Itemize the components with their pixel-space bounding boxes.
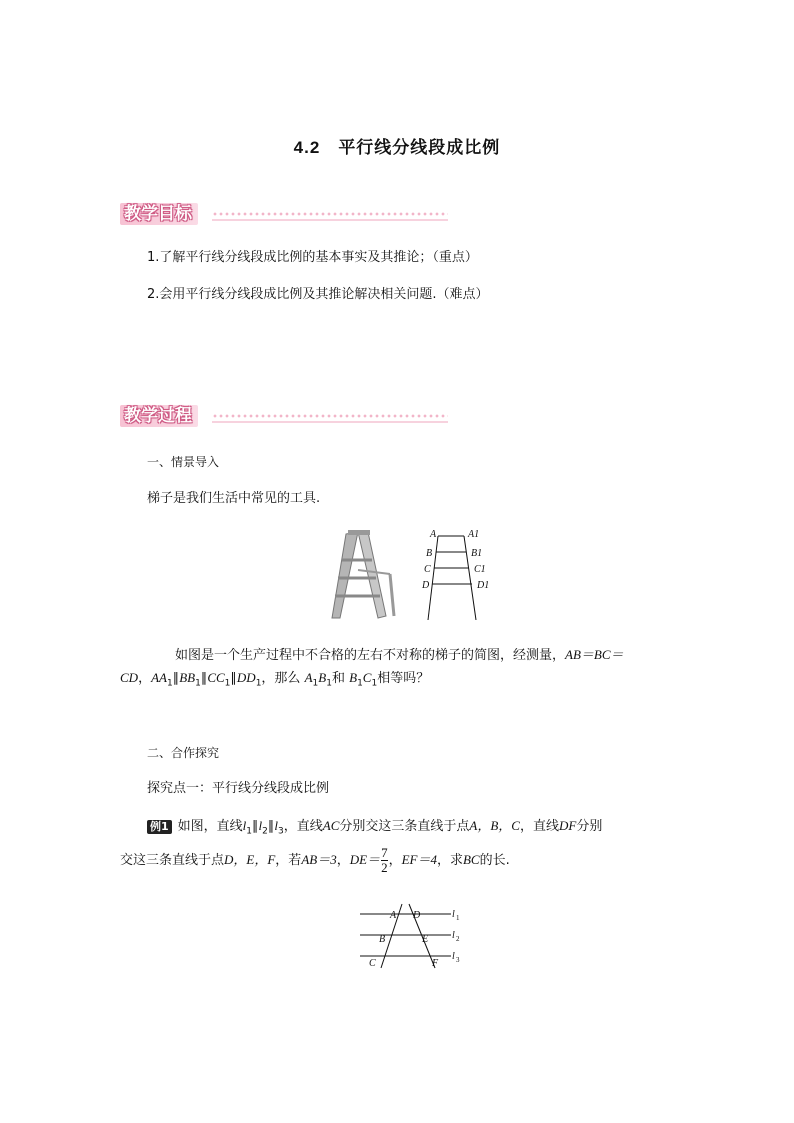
process-banner-label: 教学过程 — [120, 405, 198, 427]
ex-text-10: 的长. — [479, 853, 510, 868]
example-line-1: 例1 如图，直线$l_1\parallel l_2\parallel l_3$，直线AC分别交这三条直线于点A，B，C，直线DF分别 — [147, 816, 687, 842]
svg-text:1: 1 — [456, 914, 460, 922]
example-badge: 例1 — [147, 820, 172, 834]
parallel-lines-figure — [355, 900, 470, 975]
frac-den: 2 — [381, 860, 388, 875]
ladder-label-b1: B1 — [471, 548, 483, 559]
ex-text-4: ，直线 — [519, 819, 559, 834]
ex-ef: EF＝4 — [401, 852, 437, 867]
ladder-label-b: B — [426, 548, 433, 559]
section1-intro: 梯子是我们生活中常见的工具. — [147, 491, 321, 506]
problem-text-1: 如图是一个生产过程中不合格的左右不对称的梯子的简图，经测量， — [175, 648, 566, 663]
section2-heading: 二、合作探究 — [147, 746, 220, 760]
title-text: 平行线分线段成比例 — [338, 138, 501, 158]
ex-pts-1: A，B，C — [469, 818, 520, 833]
explore-point-1: 探究点一：平行线分线段成比例 — [147, 781, 330, 796]
fig-label-l1: l — [452, 909, 455, 920]
ex-text-3: 分别交这三条直线于点 — [339, 819, 470, 834]
example-line-2 — [120, 846, 680, 875]
ladder-label-a: A — [430, 529, 437, 540]
page-title — [0, 133, 794, 158]
parallel-sign: ∥ — [172, 671, 180, 686]
goal-item-2: 2.会用平行线分线段成比例及其推论解决相关问题.（难点） — [147, 287, 489, 302]
fig-label-c: C — [369, 958, 376, 969]
process-banner — [120, 405, 448, 427]
ex-comma: ， — [388, 853, 402, 868]
ex-pts-2: D，E，F — [224, 852, 276, 867]
goals-banner — [120, 203, 448, 225]
fig-label-d: D — [413, 910, 421, 921]
ladder-label-d: D — [422, 580, 430, 591]
ladder-label-a1: A1 — [468, 529, 480, 540]
ex-bc: BC — [462, 852, 480, 867]
ex-text-9: ，求 — [436, 853, 463, 868]
problem-text-4: 相等吗？ — [377, 671, 430, 686]
problem-line-2: CD，$AA_1\parallel BB_1\parallel CC_1\parallel DD_1$，那么 $A_1B_1$和 $B_1C_1$相等吗？ — [120, 670, 430, 689]
ladder-diagram — [418, 524, 498, 620]
ex-text-5: 分别 — [576, 819, 603, 834]
ex-de: DE＝ — [349, 852, 381, 867]
ex-df: DF — [558, 818, 577, 833]
section1-heading: 一、情景导入 — [147, 455, 220, 469]
fig-label-a: A — [390, 910, 397, 921]
problem-text-2: ，那么 — [261, 671, 301, 686]
ex-text-7: ，若 — [275, 853, 302, 868]
fig-label-e: E — [422, 934, 429, 945]
ex-text-8: ， — [336, 853, 350, 868]
fig-label-l3: l — [452, 951, 455, 962]
goals-banner-label: 教学目标 — [120, 203, 198, 225]
ex-text-6: 交这三条直线于点 — [120, 853, 225, 868]
ex-text-1: 如图，直线 — [177, 819, 243, 834]
svg-text:2: 2 — [456, 935, 460, 943]
title-number: 4.2 — [293, 138, 321, 157]
banner-dots — [212, 413, 448, 423]
fig-label-b: B — [379, 934, 386, 945]
banner-dots — [212, 211, 448, 221]
ex-ac: AC — [322, 818, 340, 833]
goal-item-1: 1.了解平行线分线段成比例的基本事实及其推论；（重点） — [147, 250, 478, 265]
problem-line-1 — [175, 645, 675, 666]
problem-text-3: 和 — [331, 671, 345, 686]
fraction-7-2 — [381, 846, 388, 875]
ex-text-2: ，直线 — [283, 819, 323, 834]
ladder-label-c: C — [424, 564, 431, 575]
ex-ab: AB＝3 — [301, 852, 337, 867]
problem-eq-1: AB＝BC＝ — [565, 647, 624, 662]
fig-label-f: F — [432, 958, 439, 969]
fig-label-l2: l — [452, 930, 455, 941]
ladder-photo — [328, 530, 398, 622]
frac-num: 7 — [381, 845, 388, 860]
ladder-label-d1: D1 — [477, 580, 490, 591]
ladder-label-c1: C1 — [474, 564, 486, 575]
svg-text:3: 3 — [456, 956, 460, 964]
